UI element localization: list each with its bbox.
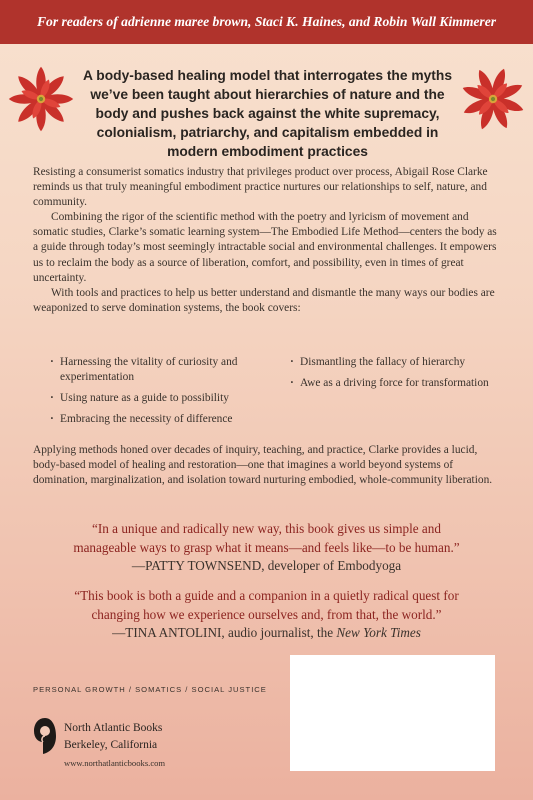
topics-list-right: [290, 355, 490, 397]
quote-attribution: —PATTY TOWNSEND, developer of Embodyoga: [131, 558, 402, 573]
publisher-name: North Atlantic Books: [64, 722, 163, 734]
list-item: · Using nature as a guide to possibility: [50, 391, 285, 406]
list-item: · Awe as a driving force for transformation: [290, 376, 490, 391]
headline: A body-based healing model that interrogates the myths we’ve been taught about hierarchies of nature and the body and pushes back against the white supremacy, colonialism, patriarchy, and capitalism embedded in modern embodiment practices: [83, 68, 452, 159]
attribution-prefix: —TINA ANTOLINI, audio journalist, the: [112, 625, 337, 640]
publisher-logo-icon: [33, 716, 57, 756]
description-paragraph: Combining the rigor of the scientific method with the poetry and lyricism of movement and somatic studies, Clarke’s somatic learning system—The Embodied Life Method—centers the body as a guide through today’s most seemingly intractable social and environmental challenges. It empowers us to reclaim the body as a source of liberation, comfort, and possibility, even in times of great uncertainty.: [33, 211, 497, 284]
publisher-website[interactable]: www.northatlanticbooks.com: [64, 758, 166, 768]
endorsement-quote: [60, 587, 473, 643]
quote-text: “In a unique and radically new way, this book gives us simple and manageable ways to grasp what it means—and feels like—to be human.”: [73, 521, 460, 555]
topics-list-left: [50, 355, 285, 433]
description: [33, 165, 503, 316]
publisher-city: Berkeley, California: [64, 739, 158, 751]
endorsement-quote: [60, 520, 473, 576]
list-item: · Embracing the necessity of difference: [50, 412, 285, 427]
poinsettia-flower-icon: [6, 64, 76, 134]
barcode-area: [290, 655, 495, 771]
poinsettia-flower-icon: [458, 64, 528, 134]
subject-categories: PERSONAL GROWTH / SOMATICS / SOCIAL JUSTICE: [33, 685, 267, 694]
list-item: · Dismantling the fallacy of hierarchy: [290, 355, 490, 370]
quote-text: “This book is both a guide and a companion in a quietly radical quest for changing how we experience ourselves and, from that, the world.”: [74, 588, 459, 622]
attribution-publication: New York Times: [336, 625, 421, 640]
readers-banner: For readers of adrienne maree brown, Staci K. Haines, and Robin Wall Kimmerer: [0, 0, 533, 44]
list-item: · Harnessing the vitality of curiosity and experimentation: [50, 355, 285, 385]
closing-paragraph: Applying methods honed over decades of inquiry, teaching, and practice, Clarke provides a lucid, body-based model of healing and restoration—one that imagines a world beyond systems of domination, marginalization, and isolation toward nurturing embodied, whole-community liberation.: [33, 444, 493, 487]
publisher-info: [64, 720, 162, 754]
description-paragraph: With tools and practices to help us better understand and dismantle the many ways our bodies are weaponized to serve domination systems, the book covers:: [33, 286, 495, 314]
quote-attribution: [60, 624, 473, 643]
description-paragraph: Resisting a consumerist somatics industry that privileges product over process, Abigail Rose Clarke reminds us that truly meaningful embodiment practice nurtures our relationships to self, nature, and community.: [33, 166, 488, 209]
